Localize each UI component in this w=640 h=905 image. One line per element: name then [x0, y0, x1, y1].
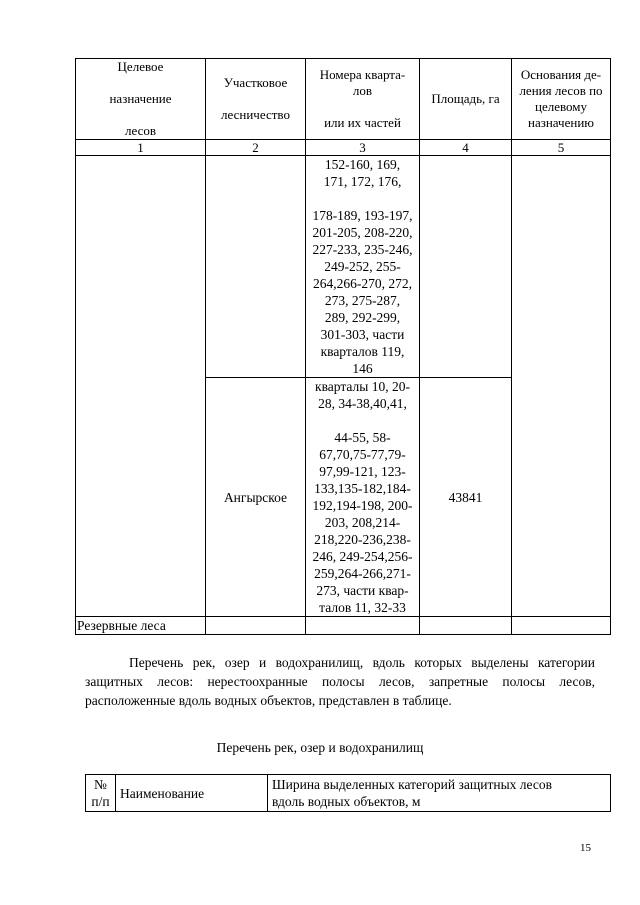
area-cell: [420, 156, 512, 378]
header-number: [86, 775, 116, 812]
quarters-line: 67,70,75-77,79-: [319, 447, 406, 462]
quarters-line: кварталов 119,: [320, 344, 405, 359]
quarters-line: 146: [352, 361, 373, 376]
header-number-line: №: [94, 777, 107, 792]
header-purpose-line: лесов: [125, 123, 156, 138]
quarters-line: 133,135-182,184-: [314, 481, 411, 496]
basis-cell: [512, 617, 611, 635]
quarters-line: 28, 34-38,40,41,: [318, 396, 407, 411]
quarters-line: 152-160, 169,: [324, 157, 401, 172]
header-width-line: вдоль водных объектов, м: [272, 794, 421, 809]
quarters-cell: [306, 617, 420, 635]
header-quarters-line: лов: [352, 83, 373, 98]
header-purpose-line: назначение: [109, 91, 172, 106]
column-number: 3: [306, 140, 420, 156]
header-name: Наименование: [116, 775, 268, 812]
quarters-line: 227-233, 235-246,: [312, 242, 413, 257]
column-number: 4: [420, 140, 512, 156]
area-cell: [420, 617, 512, 635]
header-purpose: [76, 59, 206, 140]
header-basis: [512, 59, 611, 140]
column-number: 2: [206, 140, 306, 156]
header-forestry-line: Участковое: [223, 75, 288, 90]
header-quarters: [306, 59, 420, 140]
basis-cell: [512, 156, 611, 617]
quarters-line: талов 11, 32-33: [319, 600, 406, 615]
quarters-line: 178-189, 193-197,: [312, 208, 413, 223]
quarters-line: 44-55, 58-: [334, 430, 391, 445]
quarters-line: 192,194-198, 200-: [312, 498, 413, 513]
header-basis-line: ления лесов по: [519, 83, 603, 98]
quarters-cell: [306, 156, 420, 378]
forestry-cell: [206, 617, 306, 635]
header-purpose-line: Целевое: [117, 59, 164, 74]
area-cell: 43841: [420, 378, 512, 617]
quarters-line: 246, 249-254,256-: [312, 549, 413, 564]
quarters-cell: [306, 378, 420, 617]
header-basis-line: Основания де-: [520, 67, 602, 82]
quarters-line: 203, 208,214-: [324, 515, 401, 530]
header-number-line: п/п: [91, 794, 110, 809]
header-width: [268, 775, 611, 812]
table-row: [76, 617, 611, 635]
header-basis-line: целевому: [534, 99, 587, 114]
forest-purpose-table: [75, 58, 611, 635]
rivers-table: [85, 774, 611, 812]
body-paragraph: [85, 653, 595, 710]
table-caption: Перечень рек, озер и водохранилищ: [216, 740, 424, 755]
purpose-cell: [76, 156, 206, 617]
header-basis-line: назначению: [527, 115, 594, 130]
forestry-cell: Ангырское: [206, 378, 306, 617]
page-number: 15: [580, 842, 591, 854]
quarters-line: 171, 172, 176,: [323, 174, 402, 189]
table-header-row: [76, 59, 611, 140]
column-number: 5: [512, 140, 611, 156]
quarters-line: 249-252, 255-: [324, 259, 401, 274]
rivers-table-header: [86, 775, 611, 812]
quarters-line: 301-303, части: [320, 327, 405, 342]
body-paragraph-text: Перечень рек, озер и водохранилищ, вдоль которых выделены категории защитных лесов: нерестоохранные полосы лесов, запретные полосы лесов, расположенные вдоль водных объектов, представлен в таблице.: [85, 655, 595, 708]
quarters-line: 289, 292-299,: [324, 310, 401, 325]
forestry-cell: [206, 156, 306, 378]
header-forestry-line: лесничество: [221, 107, 290, 122]
purpose-cell: Резервные леса: [76, 617, 206, 635]
header-area: Площадь, га: [420, 59, 512, 140]
column-number: 1: [76, 140, 206, 156]
header-quarters-line: или их частей: [324, 115, 401, 130]
quarters-line: 259,264-266,271-: [314, 566, 411, 581]
quarters-line: 273, 275-287,: [324, 293, 401, 308]
header-forestry: [206, 59, 306, 140]
quarters-line: 218,220-236,238-: [314, 532, 411, 547]
quarters-line: 273, части квар-: [316, 583, 409, 598]
header-width-line: Ширина выделенных категорий защитных лесов: [272, 777, 552, 792]
quarters-line: 97,99-121, 123-: [319, 464, 406, 479]
quarters-line: 201-205, 208-220,: [312, 225, 413, 240]
quarters-line: кварталы 10, 20-: [315, 379, 410, 394]
table-row: [76, 156, 611, 378]
column-number-row: [76, 140, 611, 156]
quarters-line: 264,266-270, 272,: [313, 276, 412, 291]
header-quarters-line: Номера кварта-: [319, 67, 406, 82]
